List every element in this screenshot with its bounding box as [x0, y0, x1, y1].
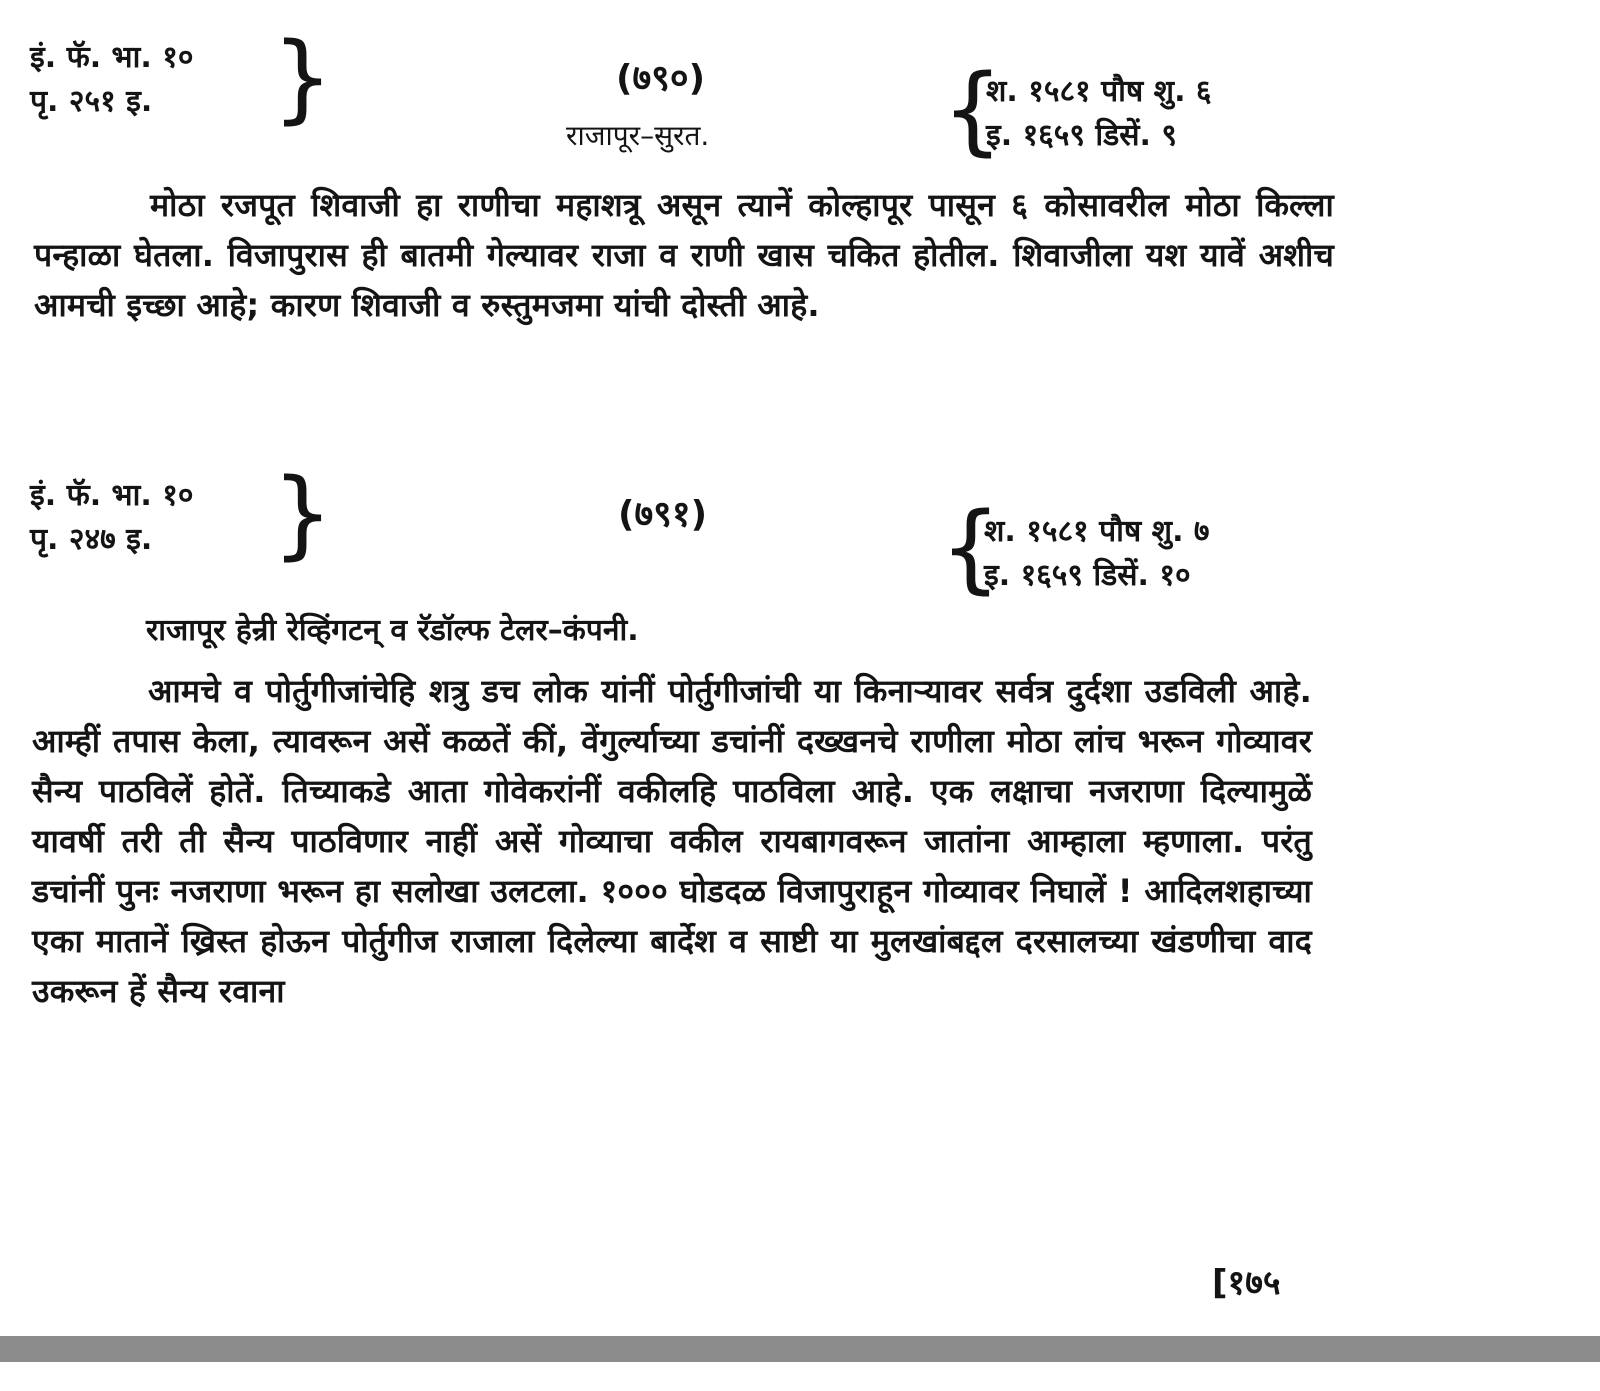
date-line: श. १५८१ पौष शु. ७ [984, 514, 1210, 549]
entry-body: आमचे व पोर्तुगीजांचेहि शत्रु डच लोक यांनीं पोर्तुगीजांची या किनाऱ्यावर सर्वत्र दुर्दशा उडविली आहे. आम्हीं तपास केला, त्यावरून असें कळतें कीं, वेंगुर्ल्याच्या डचांनीं दख्खनचे राणीला मोठा लांच भरून गोव्यावर सैन्य पाठविलें होतें. तिच्याकडे आता गोवेकरांनीं वकीलहि पाठविला आहे. एक लक्षाचा नजराणा दिल्यामुळें यावर्षी तरी ती सैन्य पाठविणार नाहीं असें गोव्याचा वकील रायबागवरून जातांना आम्हाला म्हणाला. परंतु डचांनीं पुनः नजराणा भरून हा सलोखा उलटला. १००० घोडदळ विजापुराहून गोव्यावर निघालें ! आदिलशहाच्या एका मातानें ख्रिस्त होऊन पोर्तुगीज राजाला दिलेल्या बार्देश व साष्टी या मुलखांबद्दल दरसालच्या खंडणीचा वाद उकरून हें सैन्य रवाना [32, 672, 1312, 1010]
right-brace: } [272, 22, 334, 134]
date-block [984, 510, 1210, 598]
date-line: इ. १६५९ डिसें. ९ [986, 118, 1177, 153]
source-line: पृ. २५१ इ. [30, 84, 153, 119]
entry-body: मोठा रजपूत शिवाजी हा राणीचा महाशत्रू असून त्यानें कोल्हापूर पासून ६ कोसावरील मोठा किल्ला पन्हाळा घेतला. विजापुरास ही बातमी गेल्यावर राजा व राणी खास चकित होतील. शिवाजीला यश यावें अशीच आमची इच्छा आहे; कारण शिवाजी व रुस्तुमजमा यांची दोस्ती आहे. [34, 186, 1334, 324]
date-line: श. १५८१ पौष शु. ६ [986, 74, 1212, 109]
left-brace: { [942, 54, 1004, 166]
left-brace: { [940, 492, 1002, 604]
entry-route: राजापूर–सुरत. [566, 119, 710, 152]
date-block [986, 70, 1212, 158]
entry-number: (७९१) [618, 494, 708, 535]
right-brace: } [272, 458, 334, 570]
entry-number: (७९०) [616, 58, 706, 99]
entry-address: राजापूर हेन्री रेव्हिंगटन् व रॅडॉल्फ टेलर–कंपनी. [146, 613, 639, 648]
source-line: इं. फॅ. भा. १० [30, 478, 194, 513]
source-reference [30, 474, 193, 562]
bottom-divider [0, 1336, 1600, 1362]
page-number: [१७५ [1212, 1263, 1281, 1303]
source-line: इं. फॅ. भा. १० [30, 40, 194, 75]
source-reference [30, 36, 193, 124]
source-line: पृ. २४७ इ. [30, 522, 153, 557]
date-line: इ. १६५९ डिसें. १० [984, 558, 1191, 593]
